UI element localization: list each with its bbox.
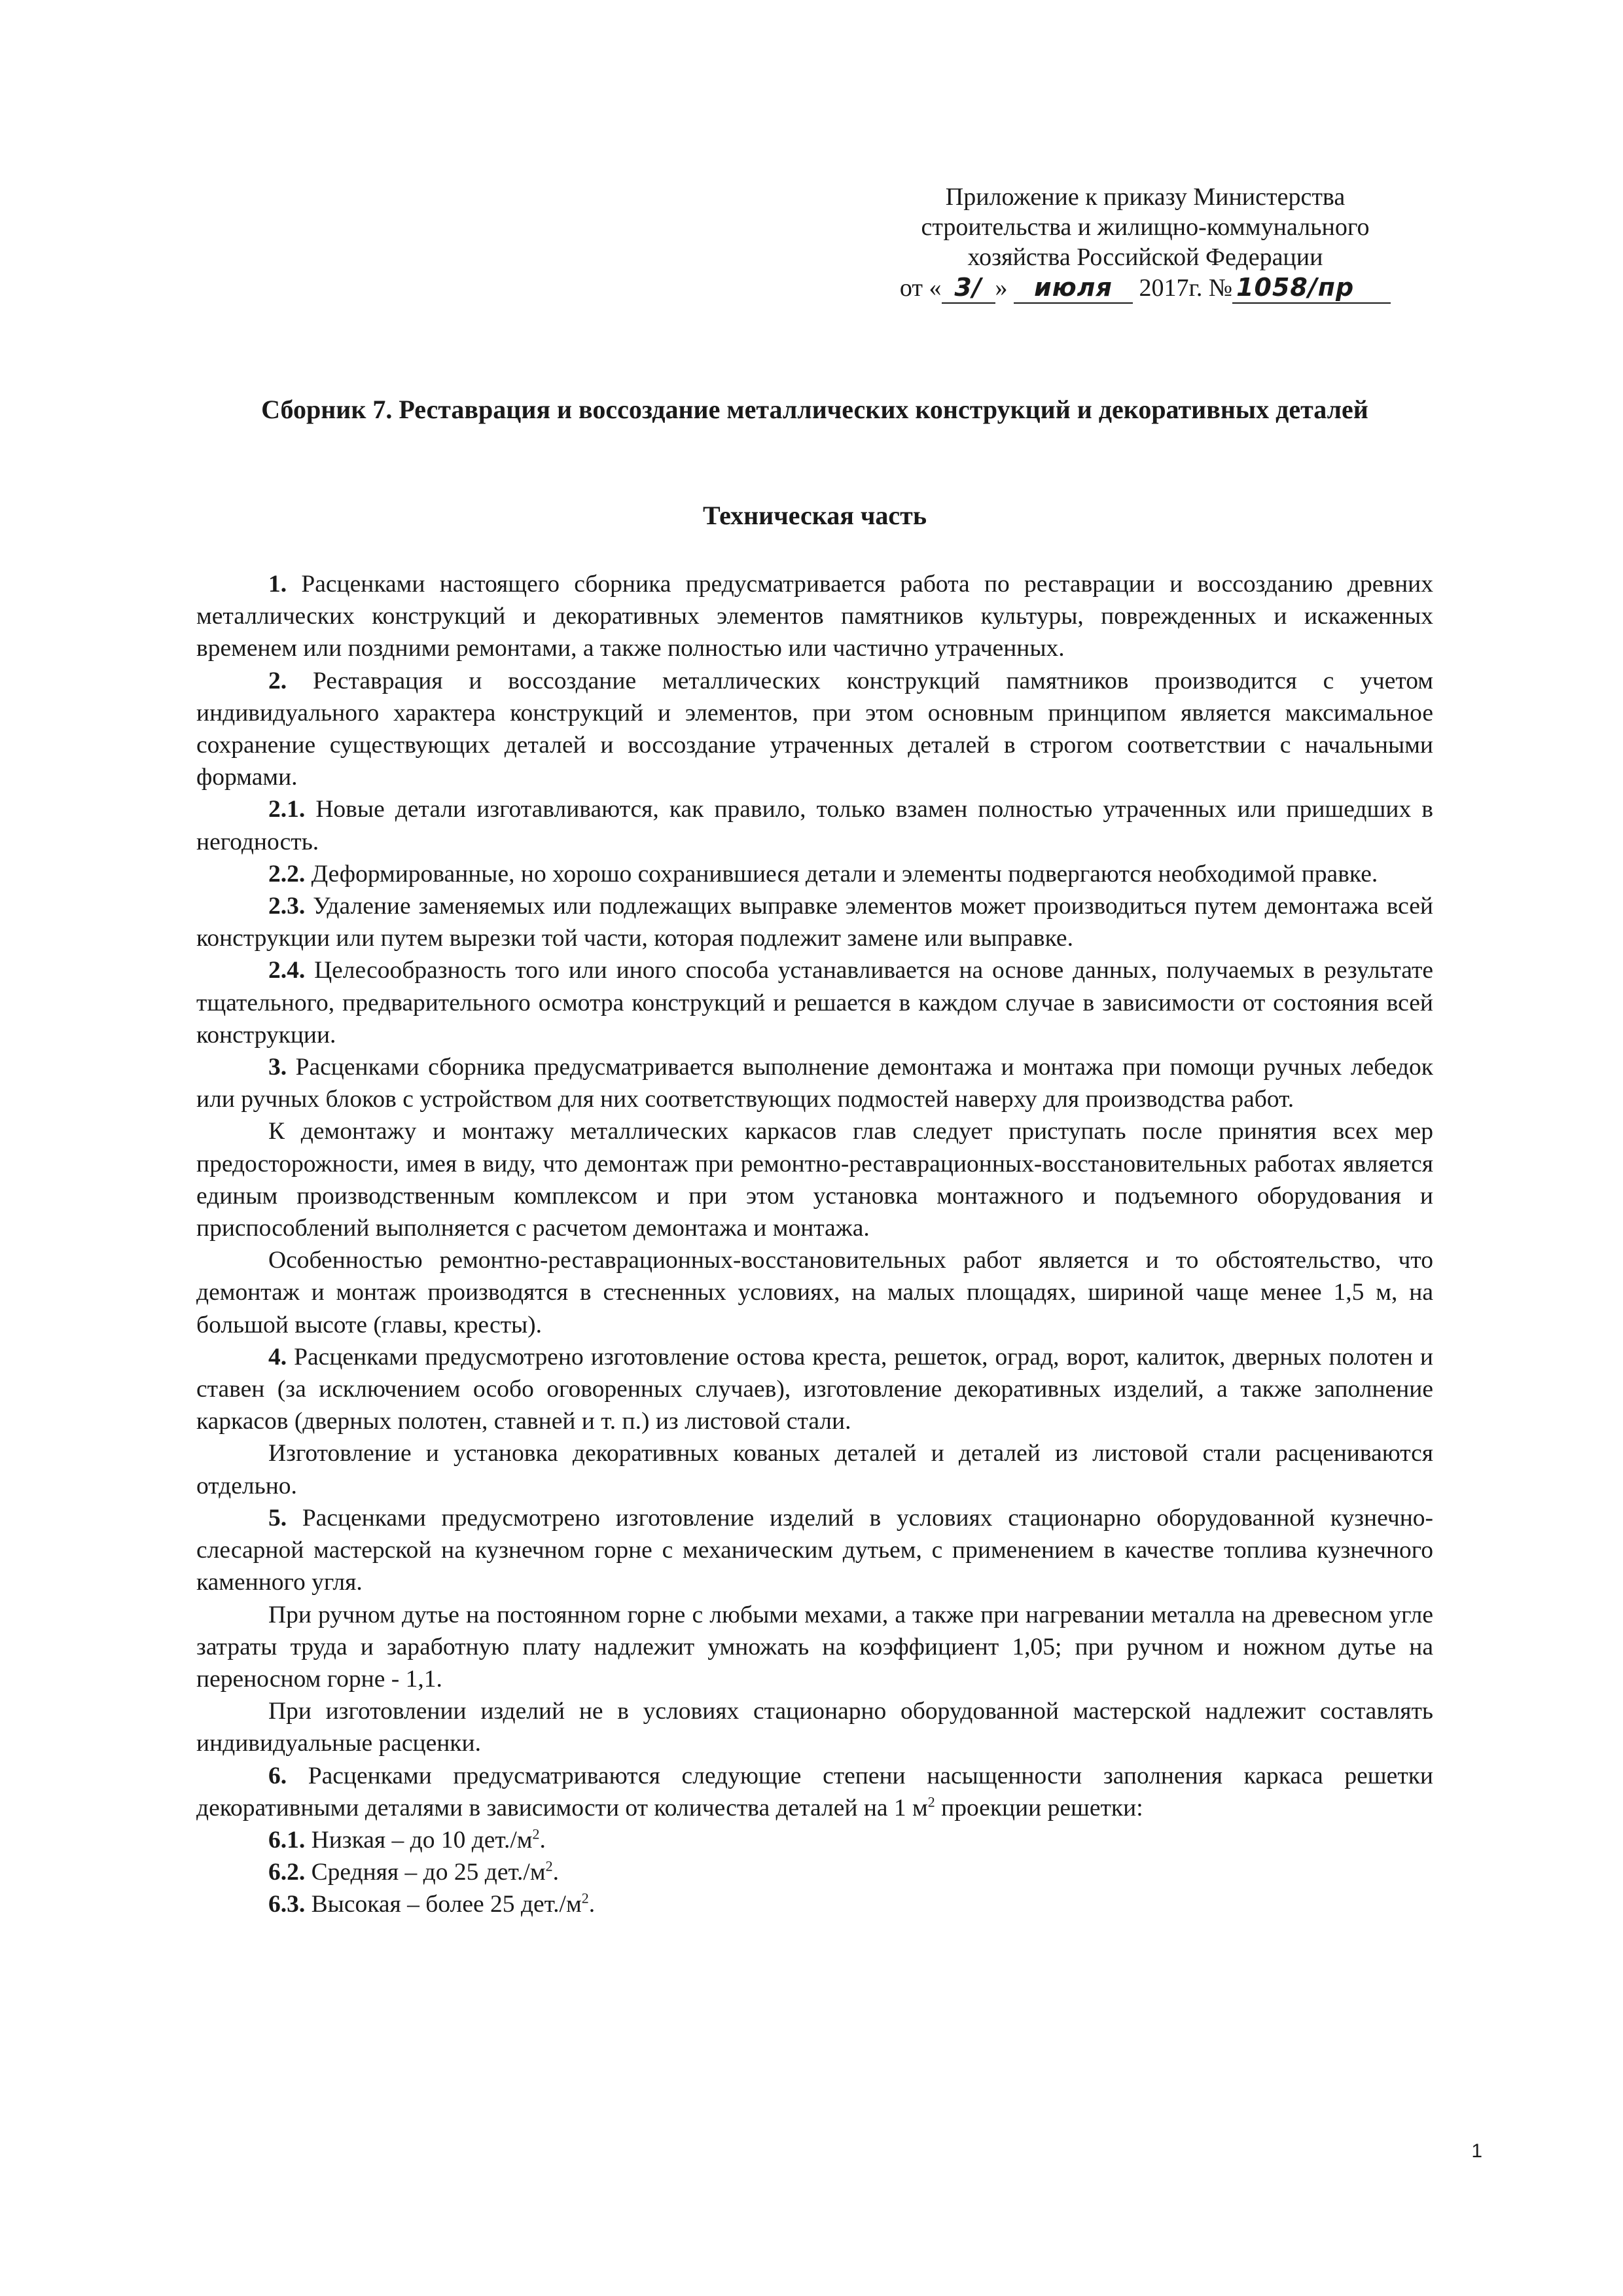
paragraph xyxy=(196,1760,1433,1824)
superscript: 2 xyxy=(532,1825,540,1842)
item-number: 6.1. xyxy=(268,1826,306,1854)
paragraph-text: Новые детали изготавливаются, как правило, только взамен полностью утраченных или пришедших в негодность. xyxy=(196,796,1433,855)
paragraph xyxy=(196,1599,1433,1696)
superscript: 2 xyxy=(581,1890,589,1907)
header-line-3: хозяйства Российской Федерации xyxy=(967,243,1323,271)
paragraph xyxy=(196,665,1433,794)
handwritten-order-number: 1058/пр xyxy=(1232,272,1391,304)
paragraph xyxy=(196,1695,1433,1759)
handwritten-month: июля xyxy=(1014,272,1133,304)
document-body xyxy=(196,568,1433,1921)
paragraph-text: Расценками предусмотрено изготовление изделий в условиях стационарно оборудованной кузнечно-слесарной мастерской на кузнечном горне с механическим дутьем, с применением в качестве топлива кузнечного каменного угля. xyxy=(196,1504,1433,1596)
paragraph-text: Удаление заменяемых или подлежащих выправке элементов может производиться путем демонтажа всей конструкции или путем вырезки той части, которая подлежит замене или выправке. xyxy=(196,893,1433,952)
paragraph xyxy=(196,1437,1433,1501)
paragraph-text: Целесообразность того или иного способа устанавливается на основе данных, получаемых в результате тщательного, предварительного осмотра конструкций и решается в каждом случае в зависимости от состояния всей конструкции. xyxy=(196,957,1433,1049)
paragraph-text: Изготовление и установка декоративных кованых деталей и деталей из листовой стали расцениваются отдельно. xyxy=(196,1440,1433,1499)
item-end: . xyxy=(539,1826,546,1854)
header-line-2: строительства и жилищно-коммунального xyxy=(921,213,1370,241)
paragraph-number: 2.1. xyxy=(268,796,306,823)
handwritten-day: 3/ xyxy=(942,272,995,304)
superscript: 2 xyxy=(545,1857,553,1874)
paragraph-text: Расценками предусматриваются следующие степени насыщенности заполнения каркаса решетки декоративными деталями в зависимости от количества деталей на 1 м xyxy=(196,1762,1433,1821)
item-end: . xyxy=(588,1891,596,1918)
list-item xyxy=(196,1856,1433,1888)
paragraph-text: При ручном дутье на постоянном горне с любыми мехами, а также при нагревании металла на древесном угле затраты труда и заработную плату надлежит умножать на коэффициент 1,05; при ручном и ножном дутье на переносном горне - 1,1. xyxy=(196,1601,1433,1693)
page-number: 1 xyxy=(1471,2140,1482,2162)
paragraph xyxy=(196,890,1433,954)
appendix-header xyxy=(851,182,1440,304)
paragraph xyxy=(196,954,1433,1051)
item-text: Высокая – более 25 дет./м xyxy=(305,1891,582,1918)
paragraph xyxy=(196,568,1433,665)
paragraph-number: 2.4. xyxy=(268,957,306,984)
paragraph xyxy=(196,1502,1433,1599)
item-text: Средняя – до 25 дет./м xyxy=(305,1859,546,1886)
paragraph-text: Расценками сборника предусматривается выполнение демонтажа и монтажа при помощи ручных лебедок или ручных блоков с устройством для них соответствующих подмостей наверху для производства работ. xyxy=(196,1054,1433,1113)
paragraph-number: 6. xyxy=(268,1762,287,1789)
section-title: Техническая часть xyxy=(703,501,927,530)
paragraph-text: Расценками предусмотрено изготовление остова креста, решеток, оград, ворот, калиток, дверных полотен и ставен (за исключением особо оговоренных случаев), изготовление декоративных изделий, а также заполнение каркасов (дверных полотен, ставней и т. п.) из листовой стали. xyxy=(196,1343,1433,1435)
paragraph-number: 2.3. xyxy=(268,893,306,920)
paragraph-text: Реставрация и воссоздание металлических конструкций памятников производится с учетом индивидуального характера конструкций и элементов, при этом основным принципом является максимальное сохранение существующих деталей и воссоздание утраченных деталей в строгом соответствии с начальными формами. xyxy=(196,667,1433,791)
paragraph-text: Деформированные, но хорошо сохранившиеся детали и элементы подвергаются необходимой правке. xyxy=(305,860,1378,888)
paragraph-text: Особенностью ремонтно-реставрационных-восстановительных работ является и то обстоятельство, что демонтаж и монтаж производятся в стесненных условиях, на малых площадях, шириной чаще менее 1,5 м, на большой высоте (главы, кресты). xyxy=(196,1247,1433,1338)
superscript: 2 xyxy=(927,1793,935,1810)
paragraph xyxy=(196,793,1433,857)
paragraph-number: 3. xyxy=(268,1054,287,1081)
order-date-line xyxy=(851,272,1440,304)
date-year: 2017г. № xyxy=(1139,274,1233,302)
item-text: Низкая – до 10 дет./м xyxy=(305,1826,533,1854)
paragraph-number: 5. xyxy=(268,1504,287,1532)
paragraph-text: При изготовлении изделий не в условиях стационарно оборудованной мастерской надлежит составлять индивидуальные расценки. xyxy=(196,1698,1433,1757)
header-line-1: Приложение к приказу Министерства xyxy=(945,183,1346,211)
item-number: 6.3. xyxy=(268,1891,306,1918)
paragraph-text-end: проекции решетки: xyxy=(935,1794,1143,1821)
paragraph-text: Расценками настоящего сборника предусматривается работа по реставрации и воссозданию древних металлических конструкций и декоративных элементов памятников культуры, поврежденных и искаженных временем или поздними ремонтами, а также полностью или частично утраченных. xyxy=(196,571,1433,662)
item-end: . xyxy=(552,1859,559,1886)
list-item xyxy=(196,1888,1433,1920)
list-item xyxy=(196,1824,1433,1856)
date-prefix: от « xyxy=(899,274,942,302)
paragraph xyxy=(196,1341,1433,1438)
paragraph xyxy=(196,1115,1433,1244)
item-number: 6.2. xyxy=(268,1859,306,1886)
date-quote-close: » xyxy=(995,274,1008,302)
paragraph xyxy=(196,858,1433,890)
paragraph xyxy=(196,1051,1433,1115)
paragraph-number: 1. xyxy=(268,571,287,598)
paragraph-text: К демонтажу и монтажу металлических каркасов глав следует приступать после принятия всех мер предосторожности, имея в виду, что демонтаж при ремонтно-реставрационных-восстановительных работах является единым производственным комплексом и при этом установка монтажного и подъемного оборудования и приспособлений выполняется с расчетом демонтажа и монтажа. xyxy=(196,1118,1433,1242)
paragraph-number: 2. xyxy=(268,667,287,694)
paragraph-number: 4. xyxy=(268,1343,287,1371)
document-title: Сборник 7. Реставрация и воссоздание металлических конструкций и декоративных деталей xyxy=(261,395,1368,424)
paragraph-number: 2.2. xyxy=(268,860,306,888)
paragraph xyxy=(196,1244,1433,1341)
